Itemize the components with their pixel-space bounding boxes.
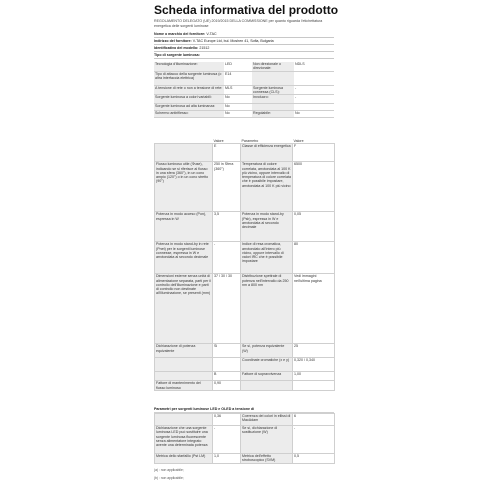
table-row: [155, 144, 335, 162]
table-cell: A tensione di rete o non a tensione di rete:: [154, 85, 224, 95]
source-type-row: [154, 52, 334, 59]
table-cell: [294, 71, 334, 85]
supplier-value: V-TAC: [206, 32, 217, 36]
table-cell: 25: [293, 344, 335, 358]
table-cell: Distribuzione spettrale di potenza nell'intervallo da 250 nm a 800 nm: [241, 274, 293, 344]
table-cell: [241, 381, 293, 391]
table-cell: Se sì, dichiarazione di sostituzione (W): [241, 426, 293, 454]
table-row: [154, 104, 334, 111]
table-cell: Dimensioni esterne senza unità di alimentazione separata, parti per il controllo dell'illuminazione e parti di controllo non destinate all'illuminazione, se presenti (mm): [155, 274, 213, 344]
table-row: [155, 426, 335, 454]
table-cell: Potenza in modo stand-by in rete (Pnet) per le sorgenti luminose connesse, espressa in W e arrotondata al secondo decimale: [155, 242, 213, 274]
table-row: [154, 111, 334, 118]
table-row: [155, 212, 335, 242]
regulation-text: REGOLAMENTO DELEGATO (UE) 2019/2015 DELLA COMMISSIONE per quanto riguarda l'etichettatura energetica delle sorgenti luminose: [154, 19, 323, 28]
table-cell: -: [294, 95, 334, 104]
table-cell: Potenza in modo stand-by (Psb), espressa in W e arrotondata al secondo decimale: [241, 212, 293, 242]
table-cell: MLS: [224, 85, 252, 95]
table-cell: [294, 104, 334, 111]
table-row: [155, 372, 335, 381]
table-cell: Tipo di attacco della sorgente luminosa (o altra interfaccia elettrica): [154, 71, 224, 85]
table-cell: Temperatura di colore correlata, arrotondata al 100 K più vicino, oppure intervallo di temperatura di colore correlata che è possibile impostare, arrotondata al 100 K più vicino: [241, 162, 293, 212]
table-row: [154, 71, 334, 85]
table-cell: Involucro:: [252, 95, 294, 104]
top-params-table: [154, 62, 334, 118]
table-cell: No: [224, 104, 252, 111]
table-cell: No: [224, 95, 252, 104]
table-cell: -: [294, 85, 334, 95]
table-cell: -: [213, 426, 241, 454]
table-cell: [213, 358, 241, 372]
table-cell: Dichiarazione che una sorgente luminosa LED può sostituire una sorgente luminosa fluorescente senza alimentatore integrato avente una determinata potenza: [155, 426, 213, 454]
model-value: 21512: [199, 46, 210, 50]
table-cell: Sorgente luminosa connessa (CLS):: [252, 85, 294, 95]
table-cell: Dichiarazione di potenza equivalente: [155, 344, 213, 358]
table-cell: 0,05: [293, 212, 335, 242]
table-cell: -: [293, 426, 335, 454]
table-cell: Coerenza dei colori in ellissi di MacAdam: [241, 414, 293, 426]
table-cell: E14: [224, 71, 252, 85]
table-cell: Se sì, potenza equivalente (W): [241, 344, 293, 358]
table-cell: Non direzionale o direzionale:: [252, 62, 294, 71]
table-row: [155, 454, 335, 464]
table-cell: 0,320 / 0,340: [293, 358, 335, 372]
model-label: Identificativo del modello:: [154, 46, 199, 50]
footnote-a: (a) : non applicabile;: [154, 468, 184, 472]
table-cell: [252, 104, 294, 111]
header-valore: Valore: [213, 139, 241, 144]
table-cell: LED: [224, 62, 252, 71]
table-cell: [155, 414, 213, 426]
table-row: [155, 242, 335, 274]
table-cell: Metrica dello sfarfallio (Pst LM): [155, 454, 213, 464]
table-cell: 6500: [293, 162, 335, 212]
table-cell: Classe di efficienza energetica: [241, 144, 293, 162]
table-cell: [155, 144, 213, 162]
table-cell: [155, 372, 213, 381]
address-value: V-TAC Europe Ltd, bul. Moshen 41, Sofia, Bulgaria: [192, 39, 274, 43]
table-cell: Sorgente luminosa a colori variabili:: [154, 95, 224, 104]
header-parametro: Parametro: [241, 139, 293, 144]
table-cell: 6: [293, 414, 335, 426]
table-cell: F: [293, 144, 335, 162]
table-cell: Sorgente luminosa ad alta luminanza:: [154, 104, 224, 111]
table-cell: 1,0: [213, 454, 241, 464]
footnote-b: (b) : non applicabile;: [154, 476, 184, 480]
table-cell: 3,5: [213, 212, 241, 242]
table-cell: Si: [213, 344, 241, 358]
table-cell: -: [213, 242, 241, 274]
table-cell: [155, 358, 213, 372]
table-cell: [293, 381, 335, 391]
table-cell: Indice di resa cromatica, arrotondato all'intero più vicino, oppure intervallo di valori IRC che è possibile impostare: [241, 242, 293, 274]
led-section-title: Parametri per sorgenti luminose LED e OLED a tensione di: [154, 406, 334, 413]
table-cell: [252, 71, 294, 85]
led-params-table: [154, 413, 335, 464]
source-type-label: Tipo di sorgente luminosa:: [154, 53, 200, 57]
header-valore-2: Valore: [293, 139, 335, 144]
table-cell: Regolabile:: [252, 111, 294, 118]
table-row: [155, 358, 335, 372]
table-cell: No: [294, 111, 334, 118]
table-row: [154, 85, 334, 95]
table-cell: 0,5: [293, 454, 335, 464]
table-row: [155, 381, 335, 391]
table-cell: 0,90: [213, 381, 241, 391]
table-row: [155, 344, 335, 358]
table-row: [155, 414, 335, 426]
table-cell: E: [213, 144, 241, 162]
table-cell: Schermo antiriflesso:: [154, 111, 224, 118]
table-cell: Metrica dell'effetto stroboscopico (SVM): [241, 454, 293, 464]
table-cell: B: [213, 372, 241, 381]
table-cell: Coordinate cromatiche (x e y): [241, 358, 293, 372]
table-cell: 80: [293, 242, 335, 274]
main-params-table: [154, 139, 335, 391]
table-cell: No: [224, 111, 252, 118]
supplier-label: Nome o marchio del fornitore:: [154, 32, 206, 36]
table-row: [155, 274, 335, 344]
table-cell: Fattore di mantenimento del flusso luminoso: [155, 381, 213, 391]
table-cell: 250 in Sfera (360°): [213, 162, 241, 212]
address-label: Indirizzo del fornitore:: [154, 39, 192, 43]
table-cell: 1,00: [293, 372, 335, 381]
table-cell: Vedi immagini nell'ultima pagina: [293, 274, 335, 344]
table-row: [154, 62, 334, 71]
table-cell: Fattore di sopravvivenza: [241, 372, 293, 381]
table-cell: Flusso luminoso utile (Φuse), indicando se si riferisce al flusso in una sfera (360°), in un cono ampio (120°) o in un cono stretto (90°): [155, 162, 213, 212]
table-cell: 37 / 30 / 30: [213, 274, 241, 344]
table-cell: Potenza in modo acceso (Pon), espressa in W: [155, 212, 213, 242]
page-title: Scheda informativa del prodotto: [154, 3, 339, 17]
table-cell: 0,36: [213, 414, 241, 426]
table-cell: NDLS: [294, 62, 334, 71]
table-cell: Tecnologia d'illuminazione:: [154, 62, 224, 71]
table-row: [154, 95, 334, 104]
table-row: [155, 162, 335, 212]
